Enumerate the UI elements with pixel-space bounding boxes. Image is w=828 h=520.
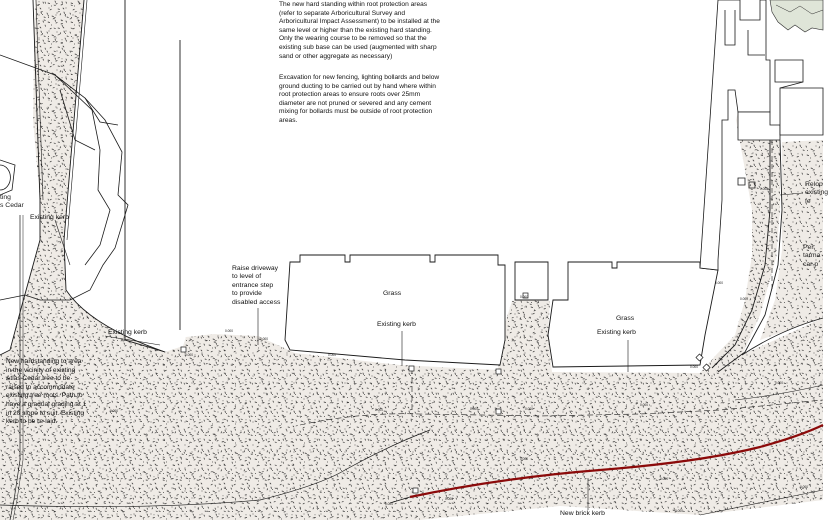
level-marker: 0.000 (520, 457, 528, 461)
building-outline (285, 255, 718, 367)
label-existing-kerb-top-left: Existing kerb (30, 214, 69, 221)
level-marker: 0.000 (445, 497, 453, 501)
level-marker: 0.000 (740, 297, 748, 301)
level-marker: 0.000 (470, 407, 478, 411)
label-existing-kerb-center: Existing kerb (377, 321, 416, 328)
label-existing-kerb-left: Existing kerb (108, 329, 147, 336)
level-marker: 0.000 (328, 353, 336, 357)
label-cut-tree: ting s Cedar (0, 194, 24, 210)
tree-symbol (0, 165, 10, 190)
tree-canopy-top-right (770, 0, 823, 32)
level-marker: 0.000 (660, 477, 668, 481)
level-marker: 0.000 (775, 381, 783, 385)
note-new-hardstanding: New hardstanding to area in the vicinity of existing Atlas Cedar tree to be raised to accommodate existing tree roots. Path to have a gradual grading at 1 in 20 slope to suit. Existing kerb to be re-laid. (6, 358, 87, 426)
level-marker: 0.000 (690, 365, 698, 369)
label-grass-center: Grass (383, 290, 402, 297)
level-marker: 0.000 (260, 337, 268, 341)
level-marker: 0.000 (185, 353, 193, 357)
level-marker: 0.000 (520, 295, 528, 299)
level-marker: 0.000 (525, 407, 533, 411)
level-marker: 0.000 (800, 485, 808, 489)
level-marker: 0.000 (760, 187, 768, 191)
note-hard-standing: The new hard standing within root protection areas (refer to separate Arboricultural Survey and Arboricultural Impact Assessment) to be installed at the same level or higher than the existing hard standing. Only the wearing course to be removed so that the existing sub base can be used (augmented with sharp sand or other aggregate as necessary) (279, 1, 440, 60)
label-grass-right: Grass (616, 315, 635, 322)
building-edge (125, 0, 180, 352)
level-marker: 0.000 (225, 329, 233, 333)
note-excavation: Excavation for new fencing, lighting bollards and below ground ducting to be carried out by hand where within root protection areas to ensure roots over 25mm diameter are not pruned or severed and any cement mixing for bollards must be outside of root protection areas. (279, 74, 440, 124)
label-new-brick-kerb: New brick kerb (560, 510, 605, 517)
level-marker: 0.000 (385, 502, 393, 506)
level-marker: 0.000 (375, 408, 383, 412)
level-marker: 0.000 (715, 281, 723, 285)
level-marker: 0.000 (675, 509, 683, 513)
label-existing-kerb-right: Existing kerb (597, 329, 636, 336)
level-marker: 0.000 (110, 409, 118, 413)
label-relocate-fence-cut: Relop existing fe (805, 181, 828, 205)
label-permeable-cut: Per tarma car p (803, 244, 821, 268)
level-marker: 0.000 (640, 403, 648, 407)
label-raise-driveway: Raise driveway to level of entrance step to provide disabled access (232, 265, 281, 306)
